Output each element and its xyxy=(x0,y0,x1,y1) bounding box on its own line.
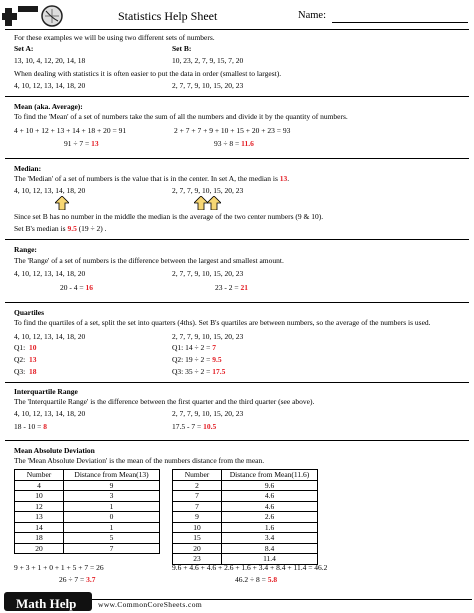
table-cell: 2.6 xyxy=(222,512,318,523)
table-cell: 5 xyxy=(64,533,160,544)
table-cell: 13 xyxy=(15,512,64,523)
range-b-calc: 23 - 2 = 21 xyxy=(215,283,248,292)
mad-a-sum: 9 + 3 + 1 + 0 + 1 + 5 + 7 = 26 xyxy=(14,563,104,572)
table-cell: 9.6 xyxy=(222,480,318,491)
mad-a-division: 26 ÷ 7 = 3.7 xyxy=(59,575,96,584)
table-cell: 18 xyxy=(15,533,64,544)
median-note: Since set B has no number in the middle the median is the average of the two center numbers (9 & 10). xyxy=(14,212,324,221)
table-cell: 14 xyxy=(15,522,64,533)
table-cell: 0 xyxy=(64,512,160,523)
median-b-result: Set B's median is 9.5 (19 ÷ 2) . xyxy=(14,224,107,233)
table-row xyxy=(15,543,160,554)
mad-b-division: 46.2 ÷ 8 = 5.8 xyxy=(235,575,278,584)
median-a-answer: 13 xyxy=(279,174,288,183)
range-a-answer: 16 xyxy=(85,283,93,292)
divider xyxy=(5,302,469,303)
mean-a-answer: 13 xyxy=(91,139,99,148)
table-row xyxy=(173,533,318,544)
table-header-cell: Distance from Mean(11.6) xyxy=(222,470,318,481)
table-cell: 3 xyxy=(64,491,160,502)
table-row xyxy=(15,522,160,533)
table-cell: 10 xyxy=(15,491,64,502)
mad-description: The 'Mean Absolute Deviation' is the mean of the numbers distance from the mean. xyxy=(14,456,265,465)
median-b-answer: 9.5 xyxy=(67,224,77,233)
table-row xyxy=(173,501,318,512)
quartile-a-q3-answer: 18 xyxy=(29,367,37,376)
set-a-label: Set A: xyxy=(14,44,34,53)
set-b-label: Set B: xyxy=(172,44,192,53)
table-row xyxy=(15,491,160,502)
table-cell: 15 xyxy=(173,533,222,544)
table-cell: 9 xyxy=(173,512,222,523)
math-logo-icon xyxy=(2,2,74,28)
quartiles-description: To find the quartiles of a set, split the set into quarters (4ths). Set B's quartiles are between numbers, so the average of the numbers is used. xyxy=(14,318,431,327)
quartiles-b-sequence: 2, 7, 7, 9, 10, 15, 20, 23 xyxy=(172,332,244,341)
median-heading: Median: xyxy=(14,164,42,173)
up-arrow-icon xyxy=(194,196,208,210)
mean-b-sum: 2 + 7 + 7 + 9 + 10 + 15 + 20 + 23 = 93 xyxy=(174,126,291,135)
quartiles-heading: Quartiles xyxy=(14,308,44,317)
mad-b-answer: 5.8 xyxy=(267,575,278,584)
iqr-a-calc: 18 - 10 = 8 xyxy=(14,422,47,431)
quartile-b-q2: Q2: 19 ÷ 2 = 9.5 xyxy=(172,355,222,364)
mean-a-sum: 4 + 10 + 12 + 13 + 14 + 18 + 20 = 91 xyxy=(14,126,127,135)
quartile-b-q3: Q3: 35 ÷ 2 = 17.5 xyxy=(172,367,226,376)
page-title: Statistics Help Sheet xyxy=(118,9,218,23)
table-cell: 1 xyxy=(64,501,160,512)
table-cell: 23 xyxy=(173,554,222,565)
table-header-cell: Number xyxy=(15,470,64,481)
quartile-b-q2-answer: 9.5 xyxy=(212,355,222,364)
quartiles-a-sequence: 4, 10, 12, 13, 14, 18, 20 xyxy=(14,332,86,341)
quartile-a-q1-answer: 10 xyxy=(29,343,37,352)
range-description: The 'Range' of a set of numbers is the difference between the largest and smallest amount. xyxy=(14,256,284,265)
table-cell: 9 xyxy=(64,480,160,491)
set-a-values: 13, 10, 4, 12, 20, 14, 18 xyxy=(14,56,86,65)
mean-b-division: 93 ÷ 8 = 11.6 xyxy=(214,139,254,148)
math-help-badge xyxy=(4,592,92,611)
quartile-b-q1-answer: 7 xyxy=(212,343,216,352)
quartile-a-q2: Q2: 13 xyxy=(14,355,37,364)
name-field[interactable] xyxy=(332,22,468,23)
table-cell: 3.4 xyxy=(222,533,318,544)
median-a-sequence: 4, 10, 12, 13, 14, 18, 20 xyxy=(14,186,86,195)
divider xyxy=(5,382,469,383)
up-arrow-icon xyxy=(207,196,221,210)
iqr-heading: Interquartile Range xyxy=(14,387,78,396)
table-cell: 20 xyxy=(15,543,64,554)
iqr-a-sequence: 4, 10, 12, 13, 14, 18, 20 xyxy=(14,409,86,418)
range-a-calc: 20 - 4 = 16 xyxy=(60,283,93,292)
table-cell: 8.4 xyxy=(222,543,318,554)
up-arrow-icon xyxy=(55,196,69,210)
mean-a-division: 91 ÷ 7 = 13 xyxy=(64,139,99,148)
range-heading: Range: xyxy=(14,245,37,254)
mad-heading: Mean Absolute Deviation xyxy=(14,446,95,455)
table-row xyxy=(15,512,160,523)
set-a-sorted: 4, 10, 12, 13, 14, 18, 20 xyxy=(14,81,86,90)
table-cell: 20 xyxy=(173,543,222,554)
intro-text: For these examples we will be using two different sets of numbers. xyxy=(14,33,215,42)
iqr-b-calc: 17.5 - 7 = 10.5 xyxy=(172,422,217,431)
mean-heading: Mean (aka. Average): xyxy=(14,102,83,111)
table-cell: 4.6 xyxy=(222,491,318,502)
table-row xyxy=(173,512,318,523)
table-cell: 4.6 xyxy=(222,501,318,512)
name-label: Name: xyxy=(298,10,326,21)
mad-b-table xyxy=(172,469,318,565)
table-cell: 10 xyxy=(173,522,222,533)
divider xyxy=(5,239,469,240)
iqr-a-answer: 8 xyxy=(43,422,47,431)
median-b-sequence: 2, 7, 7, 9, 10, 15, 20, 23 xyxy=(172,186,244,195)
footer-url[interactable]: www.CommonCoreSheets.com xyxy=(98,600,203,609)
table-cell: 7 xyxy=(173,501,222,512)
table-header-cell: Number xyxy=(173,470,222,481)
table-row xyxy=(173,480,318,491)
mad-b-sum: 9.6 + 4.6 + 4.6 + 2.6 + 1.6 + 3.4 + 8.4 + 11.4 = 46.2 xyxy=(172,563,328,572)
table-row xyxy=(173,522,318,533)
quartile-a-q1: Q1: 10 xyxy=(14,343,37,352)
divider xyxy=(5,158,469,159)
math-help-label: Math Help xyxy=(16,596,77,611)
table-header-row xyxy=(173,470,318,481)
set-b-values: 10, 23, 2, 7, 9, 15, 7, 20 xyxy=(172,56,244,65)
footer xyxy=(0,590,474,613)
mean-description: To find the 'Mean' of a set of numbers take the sum of all the numbers and divide it by the quantity of numbers. xyxy=(14,112,348,121)
quartile-b-q3-answer: 17.5 xyxy=(212,367,226,376)
quartile-b-q1: Q1: 14 ÷ 2 = 7 xyxy=(172,343,216,352)
header xyxy=(0,0,474,30)
quartile-a-q2-answer: 13 xyxy=(29,355,37,364)
quartile-a-q3: Q3: 18 xyxy=(14,367,37,376)
table-cell: 1 xyxy=(64,522,160,533)
iqr-description: The 'Interquartile Range' is the difference between the first quarter and the third quarter (see above). xyxy=(14,397,315,406)
table-cell: 7 xyxy=(173,491,222,502)
set-b-sorted: 2, 7, 7, 9, 10, 15, 20, 23 xyxy=(172,81,244,90)
iqr-b-answer: 10.5 xyxy=(203,422,217,431)
divider xyxy=(5,440,469,441)
table-row xyxy=(15,501,160,512)
range-b-answer: 21 xyxy=(240,283,248,292)
median-description: The 'Median' of a set of numbers is the value that is in the center. In set A, the median is 13. xyxy=(14,174,290,183)
table-row xyxy=(173,491,318,502)
table-row xyxy=(15,480,160,491)
table-cell: 4 xyxy=(15,480,64,491)
table-cell: 12 xyxy=(15,501,64,512)
table-cell: 7 xyxy=(64,543,160,554)
table-row xyxy=(15,533,160,544)
table-row xyxy=(173,543,318,554)
mad-a-table xyxy=(14,469,160,554)
order-note: When dealing with statistics it is often easier to put the data in order (smallest to largest). xyxy=(14,69,282,78)
table-cell: 1.6 xyxy=(222,522,318,533)
table-header-cell: Distance from Mean(13) xyxy=(64,470,160,481)
range-b-sequence: 2, 7, 7, 9, 10, 15, 20, 23 xyxy=(172,269,244,278)
divider xyxy=(5,96,469,97)
table-header-row xyxy=(15,470,160,481)
table-cell: 11.4 xyxy=(222,554,318,565)
range-a-sequence: 4, 10, 12, 13, 14, 18, 20 xyxy=(14,269,86,278)
table-cell: 2 xyxy=(173,480,222,491)
header-divider xyxy=(5,29,469,30)
mad-a-answer: 3.7 xyxy=(86,575,96,584)
iqr-b-sequence: 2, 7, 7, 9, 10, 15, 20, 23 xyxy=(172,409,244,418)
mean-b-answer: 11.6 xyxy=(241,139,254,148)
